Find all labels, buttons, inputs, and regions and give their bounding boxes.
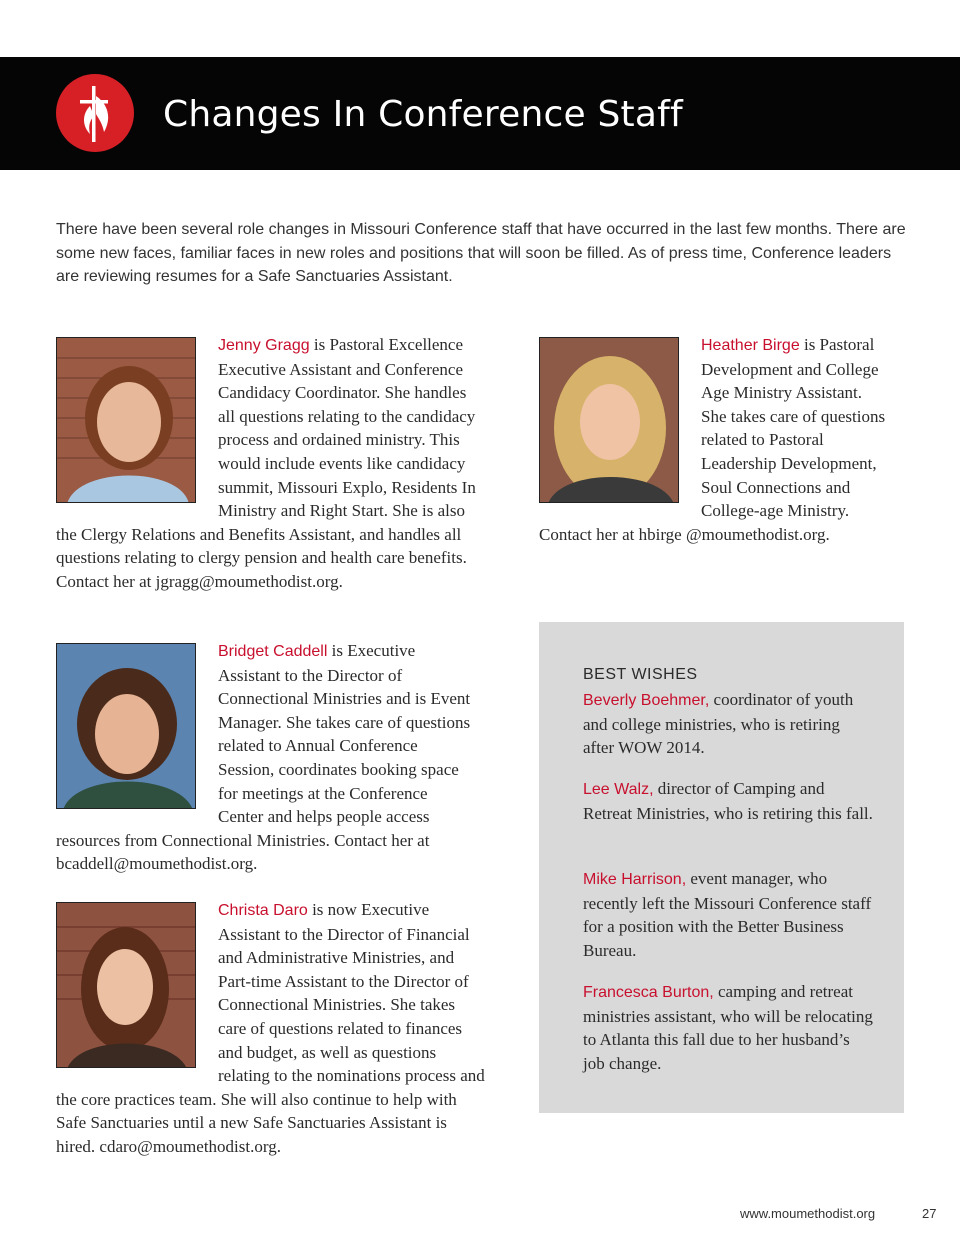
best-wishes-text: director of Camping and Retreat Ministries, who is retiring this fall.: [583, 779, 873, 823]
staff-bio: [539, 333, 889, 546]
page-title: Changes In Conference Staff: [163, 94, 683, 135]
best-wishes-name: Lee Walz,: [583, 781, 654, 798]
staff-description: is Pastoral Excellence Executive Assistant and Conference Candidacy Coordinator. She handles all questions relating to the candidacy process and ordained ministry. This would include events like candidacy summit, Missouri Explo, Residents In Ministry and Right Start. She is also the Clergy Relations and Benefits Assistant, and handles all questions relating to clergy pension and health care benefits. Contact her at jgragg@moumethodist.org.: [56, 335, 476, 591]
best-wishes-heading: BEST WISHES: [583, 666, 698, 683]
page-header: [0, 57, 960, 170]
cross-and-flame-icon: [56, 74, 134, 152]
intro-paragraph: There have been several role changes in Missouri Conference staff that have occurred in the last few months. There are some new faces, familiar faces in new roles and positions that will soon be filled. As of press time, Conference leaders are reviewing resumes for a Safe Sanctuaries Assistant.: [56, 221, 906, 286]
best-wishes-item: [583, 980, 873, 1075]
best-wishes-name: Mike Harrison,: [583, 871, 687, 888]
page-number: 27: [922, 1206, 937, 1221]
staff-description: is Executive Assistant to the Director of Connectional Ministries and is Event Manager. She takes care of questions related to Annual Conference Session, coordinates booking space for meetings at the Conference Center and helps people access resources from Connectional Ministries. Contact her at bcaddell@moumethodist.org.: [56, 641, 471, 874]
staff-photo: [56, 643, 196, 809]
staff-photo: [56, 902, 196, 1068]
staff-bio: [56, 333, 476, 594]
footer-website-link[interactable]: www.moumethodist.org: [740, 1206, 876, 1221]
staff-photo: [56, 337, 196, 503]
staff-name: Bridget Caddell: [218, 643, 328, 660]
staff-description: is Pastoral Development and College Age Ministry Assistant. She takes care of questions related to Pastoral Leadership Development, Soul Connections and College-age Ministry. Contact her at hbirge @moumethodist.org.: [539, 335, 886, 544]
best-wishes-item: [583, 867, 873, 962]
best-wishes-text: event manager, who recently left the Missouri Conference staff for a position with the Better Business Bureau.: [583, 869, 872, 960]
best-wishes-sidebar: [539, 622, 904, 1113]
staff-description: is now Executive Assistant to the Director of Financial and Administrative Ministries, and Part-time Assistant to the Director of Connectional Ministries. She takes care of questions related to finances and budget, as well as questions relating to the nominations process and the core practices team. She will also continue to help with Safe Sanctuaries until a new Safe Sanctuaries Assistant is hired. cdaro@moumethodist.org.: [56, 900, 485, 1156]
staff-name: Heather Birge: [701, 337, 800, 354]
best-wishes-text: camping and retreat ministries assistant, who will be relocating to Atlanta this fall due to her husband’s job change.: [583, 982, 873, 1073]
best-wishes-item: [583, 688, 873, 760]
staff-photo: [539, 337, 679, 503]
best-wishes-name: Francesca Burton,: [583, 984, 714, 1001]
staff-name: Christa Daro: [218, 902, 308, 919]
best-wishes-name: Beverly Boehmer,: [583, 692, 710, 709]
staff-bio: [56, 639, 476, 876]
best-wishes-item: [583, 777, 873, 825]
staff-name: Jenny Gragg: [218, 337, 310, 354]
staff-bio: [56, 898, 486, 1159]
best-wishes-text: coordinator of youth and college ministries, who is retiring after WOW 2014.: [583, 690, 854, 758]
